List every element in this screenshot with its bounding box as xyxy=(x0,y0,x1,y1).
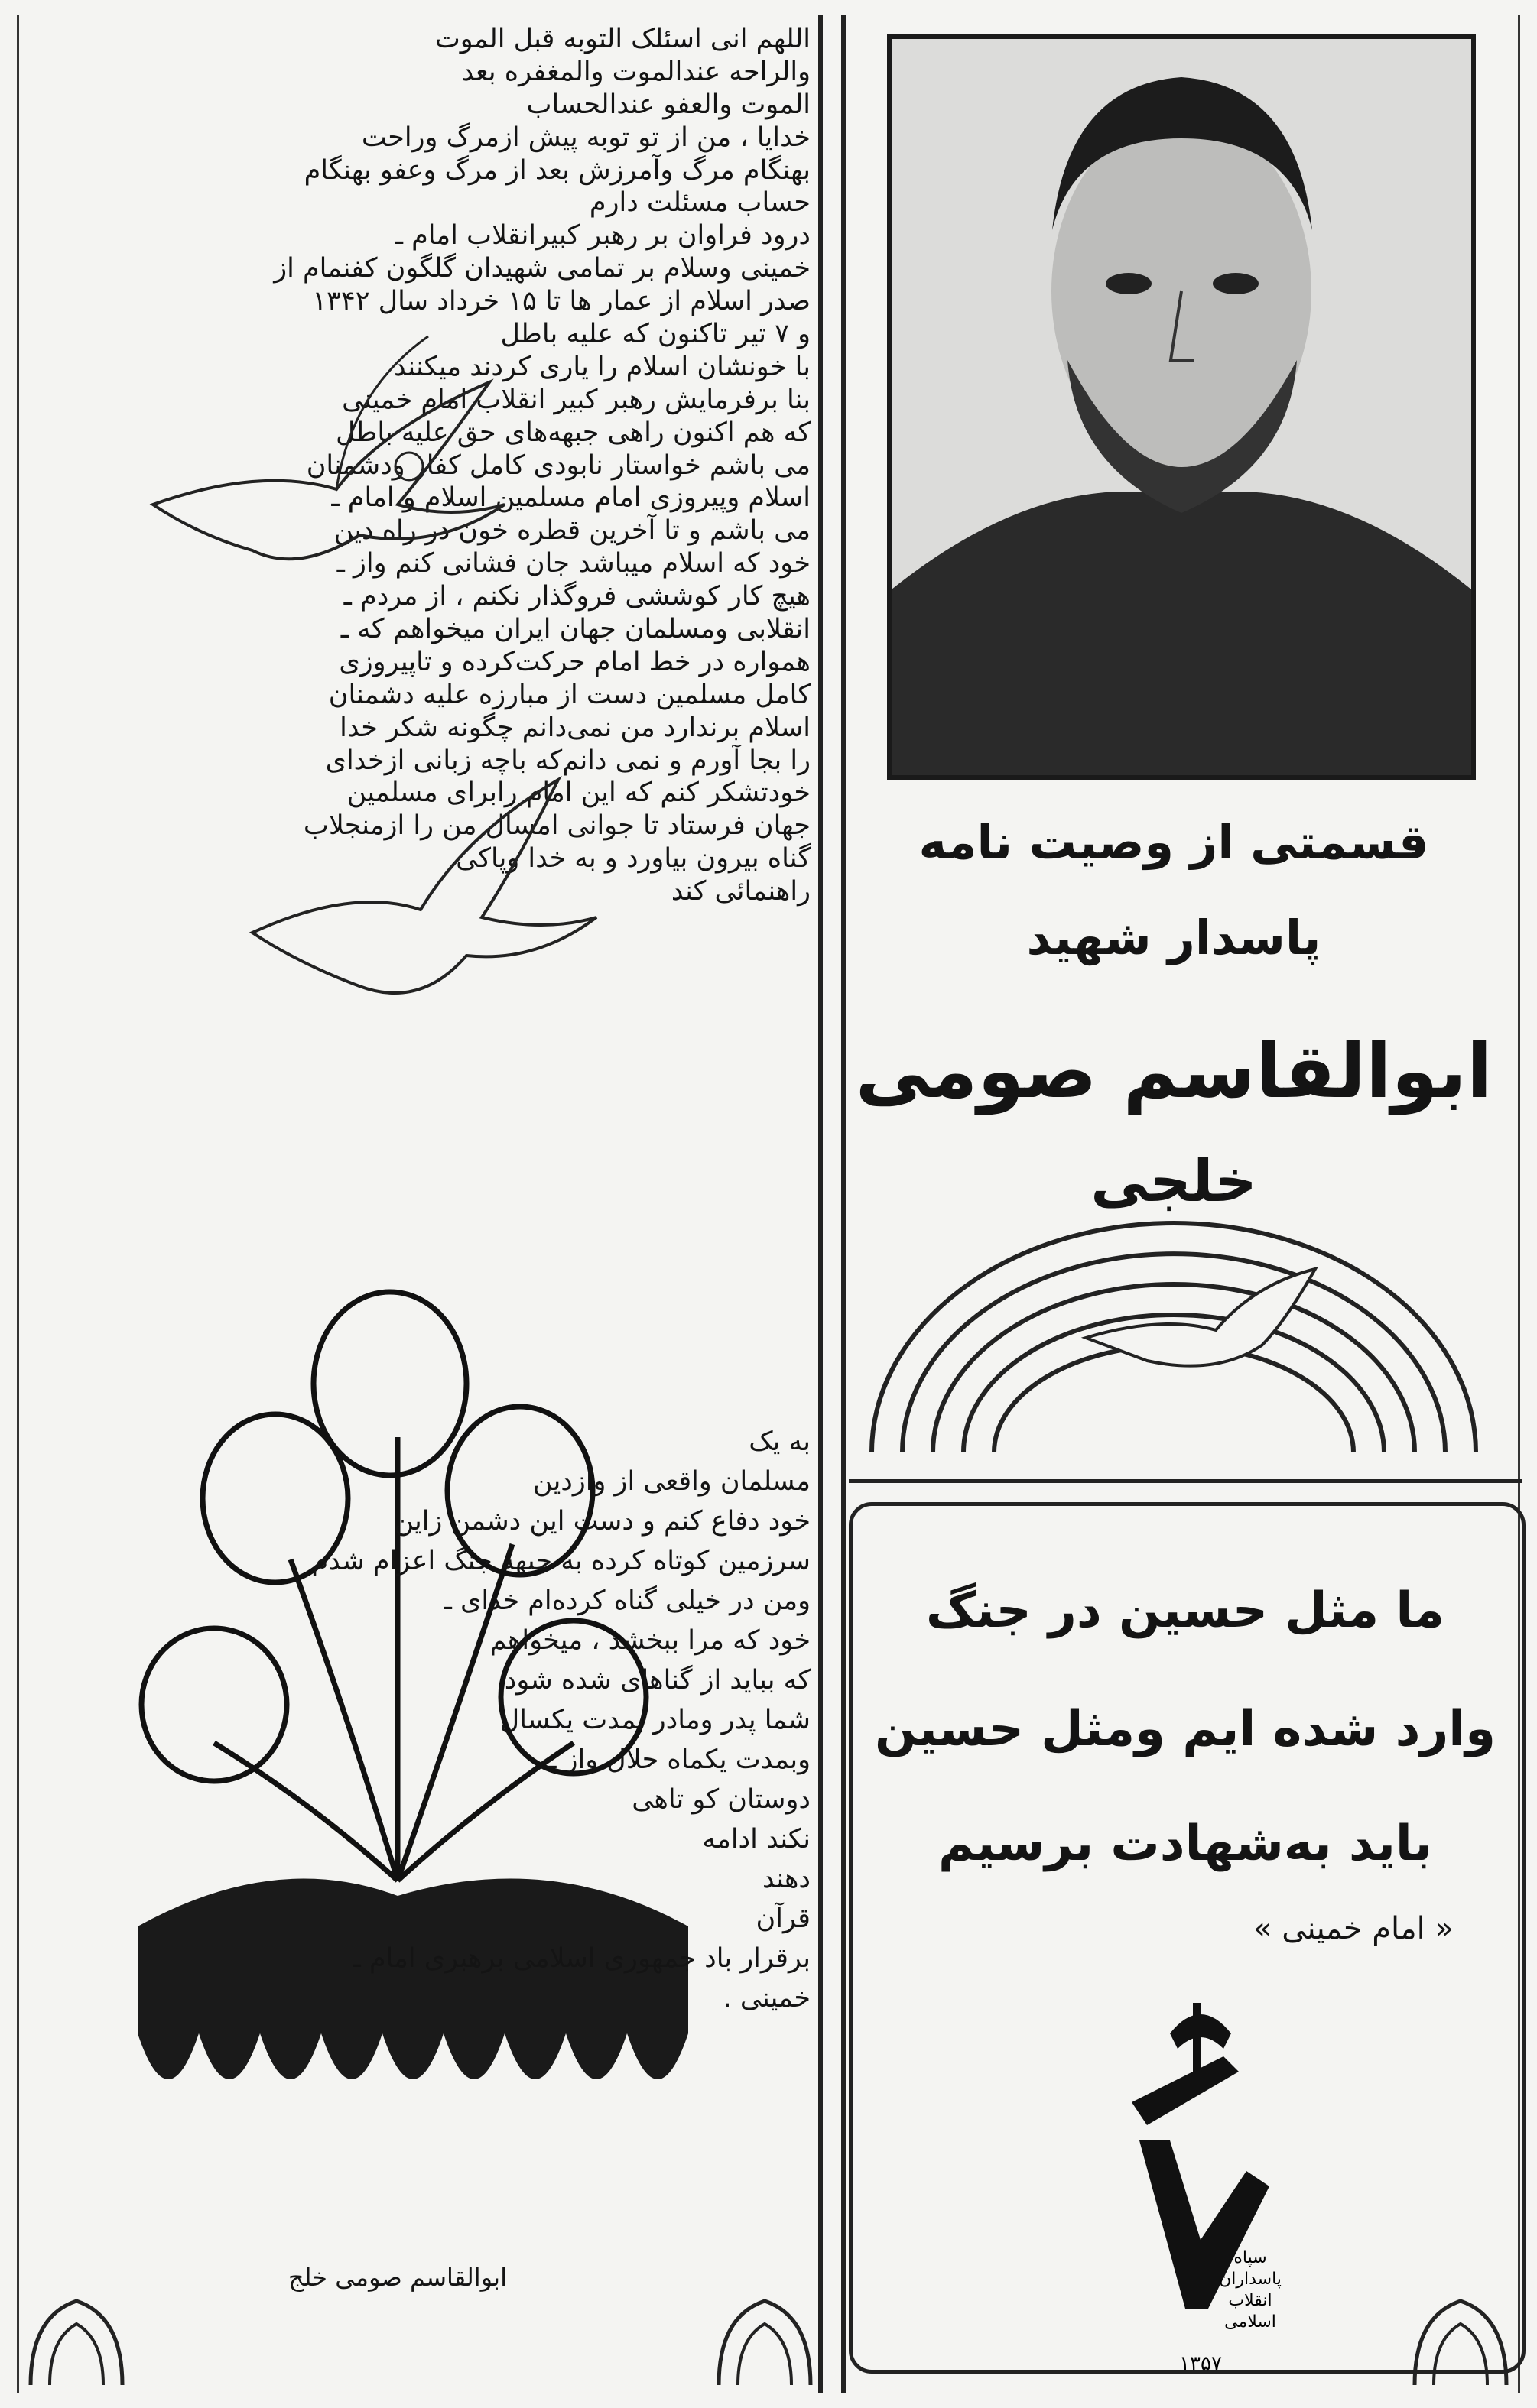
corner-ornament-bottom-middle xyxy=(711,2286,818,2393)
quote-line-3: باید به‌شهادت برسیم xyxy=(938,1816,1432,1872)
left-border-line xyxy=(17,15,19,2393)
text-line: والراحه عندالموت والمغفره بعد xyxy=(461,56,811,87)
portrait-sketch xyxy=(892,39,1471,775)
text-line: مسلمان واقعی از وازدین xyxy=(532,1466,811,1497)
text-line: جهان فرستاد تا جوانی امسال من را ازمنجلاب xyxy=(303,810,811,842)
text-line: خدایا ، من از تو توبه پیش ازمرگ وراحت xyxy=(361,122,811,153)
emblem-label-1: سپاه xyxy=(1233,2248,1267,2267)
text-line: که هم اکنون راهی جبهه‌های حق علیه باطل xyxy=(335,417,811,448)
rainbow-dove-emblem xyxy=(856,1200,1491,1460)
irgc-emblem xyxy=(1086,1988,1315,2385)
quote-attribution: « امام خمینی » xyxy=(1253,1911,1454,1946)
text-line: خمینی وسلام بر تمامی شهیدان گلگون کفنمام از xyxy=(274,253,811,284)
text-line: ومن در خیلی گناه کرده‌ام خدای ـ xyxy=(444,1585,811,1616)
section-divider xyxy=(849,1479,1522,1483)
text-line: برقرار باد جمهوری اسلامی برهبری امام ـ xyxy=(353,1943,811,1974)
text-line: قرآن xyxy=(756,1903,811,1934)
text-line: کامل مسلمین دست از مبارزه علیه دشمنان xyxy=(328,679,811,710)
text-line: و ۷ تیر تاکنون که علیه باطل xyxy=(500,319,811,350)
text-line: اسلام وپیروزی امام مسلمین اسلام و امام ـ xyxy=(331,482,811,514)
text-line: خمینی . xyxy=(723,1983,811,2014)
text-line: دوستان کو تاهی xyxy=(632,1784,811,1815)
text-line: می باشم خواستار نابودی کامل کفار ودشمنان xyxy=(306,449,811,481)
text-line: خود دفاع کنم و دست این دشمن زاین xyxy=(394,1506,811,1537)
text-line: می باشم و تا آخرین قطره خون در راه دین xyxy=(333,515,811,547)
text-line: الموت والعفو عندالحساب xyxy=(526,89,811,120)
text-line: که بباید از گناهای شده شود xyxy=(504,1665,811,1696)
text-line: اللهم انی اسئلک التوبه قبل الموت xyxy=(434,24,811,54)
emblem-label-2: پاسداران xyxy=(1219,2270,1282,2289)
text-line: خود که اسلام میباشد جان فشانی کنم واز ـ xyxy=(336,548,811,579)
emblem-label-3: انقلاب xyxy=(1228,2291,1272,2310)
text-line: خود که مرا ببخشد ، میخواهم xyxy=(489,1625,811,1656)
quote-line-1: ما مثل حسین در جنگ xyxy=(925,1582,1445,1639)
text-line: به یک xyxy=(749,1426,811,1457)
testament-text-lower xyxy=(46,1422,811,2225)
text-line: را بجا آورم و نمی دانم‌که باچه زبانی ازخدای xyxy=(325,745,811,776)
text-line: شما پدر ومادر بمدت یکسال xyxy=(499,1705,811,1735)
text-line: خودتشکر کنم که این امام رابرای مسلمین xyxy=(346,777,811,809)
dove-illustration-middle xyxy=(237,734,619,1055)
heading-guard-martyr: پاسدار شهید xyxy=(1026,910,1321,965)
corner-ornament-bottom-right xyxy=(1407,2286,1514,2393)
emblem-year: ۱۳۵۷ xyxy=(1179,2352,1222,2375)
text-line: انقلابی ومسلمان جهان ایران میخواهم که ـ xyxy=(340,614,811,645)
emblem-label-4: اسلامی xyxy=(1224,2312,1276,2332)
quote-line-2: وارد شده ایم ومثل حسین xyxy=(875,1701,1496,1757)
martyr-name: ابوالقاسم صومی xyxy=(855,1028,1493,1115)
text-line: با خونشان اسلام را یاری کردند میکنند xyxy=(394,351,811,382)
text-line: درود فراوان بر رهبر کبیرانقلاب امام ـ xyxy=(395,220,811,252)
martyr-surname: خلجی xyxy=(1090,1147,1257,1215)
signature-name: ابوالقاسم صومی خلج xyxy=(288,2263,507,2292)
dove-illustration-top xyxy=(107,275,535,596)
text-line: اسلام برندارد من نمی‌دانم چگونه شکر خدا xyxy=(340,712,811,743)
martyr-portrait-photo xyxy=(887,34,1476,780)
text-line: بهنگام مرگ وآمرزش بعد از مرگ وعفو بهنگام xyxy=(304,154,811,186)
text-line: صدر اسلام از عمار ها تا ۱۵ خرداد سال ۱۳۴۲ xyxy=(312,286,811,317)
text-line: نکند ادامه xyxy=(702,1824,811,1855)
column-divider-right xyxy=(841,15,846,2393)
text-line: حساب مسئلت دارم xyxy=(589,187,811,219)
heading-testament-excerpt: قسمتی از وصیت نامه xyxy=(918,814,1429,870)
corner-ornament-bottom-left xyxy=(23,2286,130,2393)
text-line: هیچ کار کوششی فروگذار نکنم ، از مردم ـ xyxy=(343,581,811,612)
text-line: همواره در خط امام حرکت‌کرده و تاپیروزی xyxy=(339,646,811,677)
text-line: گناه بیرون بیاورد و به خدا وپاکی xyxy=(456,843,811,875)
column-divider-left xyxy=(818,15,823,2393)
text-line: وبمدت یکماه حلال واز ـ xyxy=(548,1744,811,1775)
text-line: راهنمائی کند xyxy=(671,876,811,907)
text-line: دهند xyxy=(762,1864,811,1894)
text-line: سرزمین کوتاه کرده به جبهه جنگ اعزام شدم xyxy=(311,1546,811,1576)
text-line: بنا برفرمایش رهبر کبیر انقلاب امام خمینی xyxy=(342,384,811,415)
